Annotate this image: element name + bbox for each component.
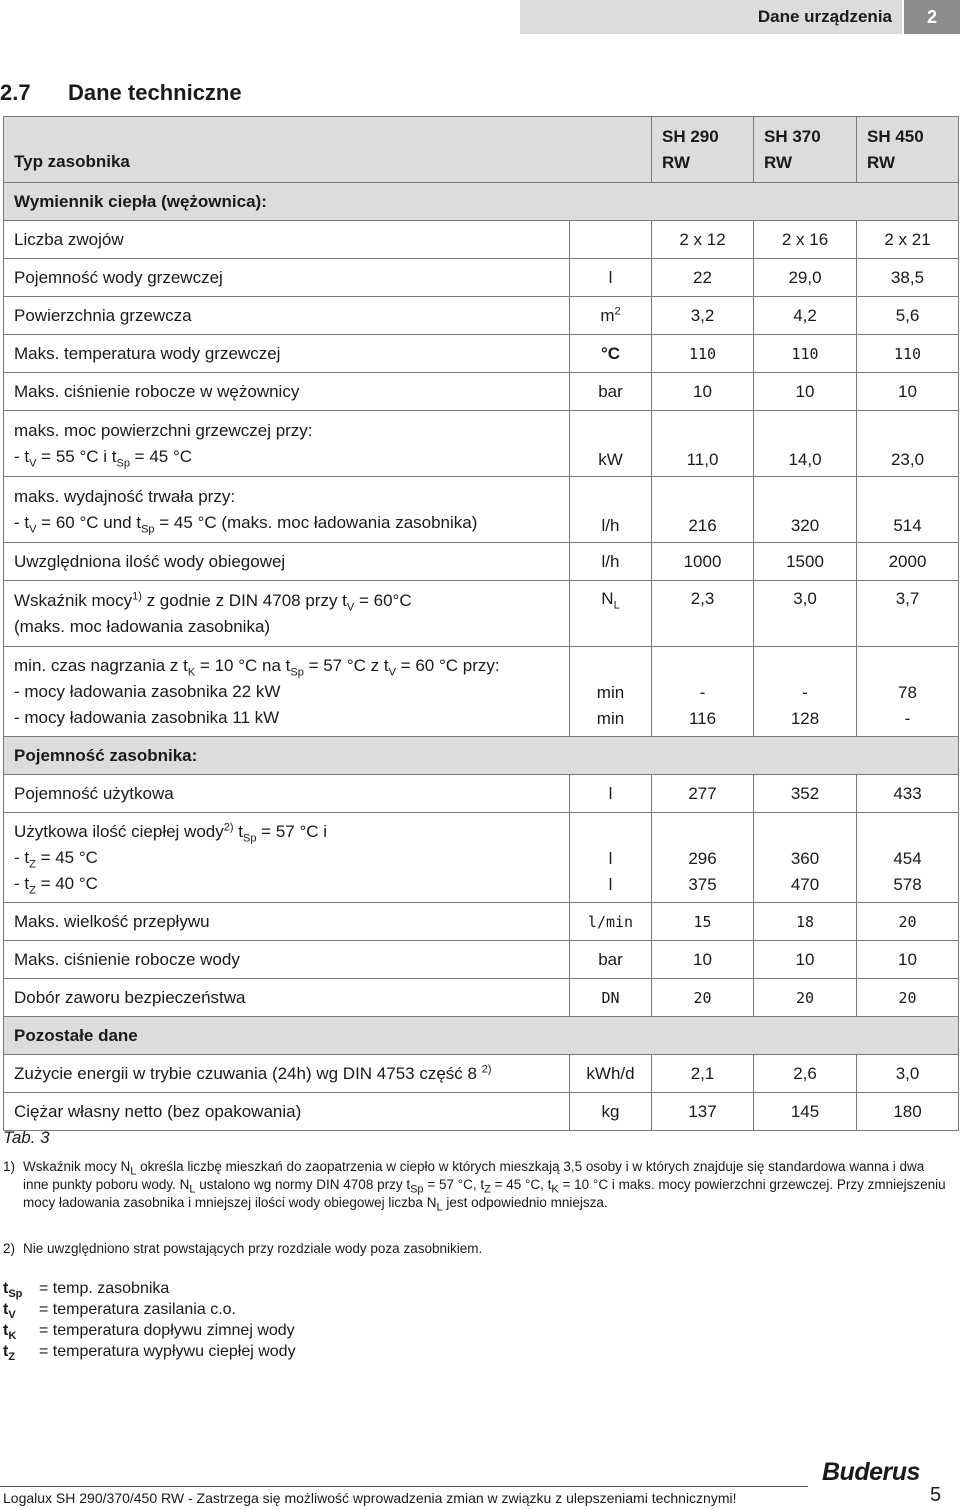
cell-value: 2 x 12 — [652, 221, 754, 259]
section-number: 2.7 — [0, 80, 31, 105]
footnote-text: Wskaźnik mocy $N_L$ określa liczbę mieszkań do zaopatrzenia w ciepło w których mieszkają 3,5 osoby i w których znajduje się standardowa wanna i dwa inne punkty poboru wody. $N_L$ ustalono wg normy DIN 4708 przy $t_{Sp} = 57$ °C, $t_Z = 45$ °C, $t_K = 10$ °C i maks. mocy powierzchni grzewczej. Przy zmniejszeniu mocy ładowania zasobnika i mniejszej ilości wody obiegowej liczba $N_L$ jest odpowiednio mniejsza. — [23, 1159, 946, 1214]
row-label: Liczba zwojów — [4, 221, 570, 259]
cell-value: 5,6 — [857, 297, 959, 335]
legend-text: = temperatura dopływu zimnej wody — [39, 1322, 295, 1339]
unit-text: m — [600, 305, 615, 325]
row-label: Maks. ciśnienie robocze w wężownicy — [4, 373, 570, 411]
label-line: Użytkowa ilość ciepłej wody$^{2)}$ $t_{Sp} = 57$ °C i — [14, 820, 328, 844]
footnote-1 — [3, 1158, 953, 1212]
group-storage-capacity: Pojemność zasobnika: — [4, 737, 959, 775]
table-row — [4, 775, 959, 813]
cell-value: 38,5 — [857, 259, 959, 297]
table-header-row — [4, 117, 959, 183]
label-line: maks. moc powierzchni grzewczej przy: — [14, 420, 313, 440]
row-unit: $N_L$ — [570, 581, 652, 647]
row-label: Uwzględniona ilość wody obiegowej — [4, 543, 570, 581]
table-row — [4, 477, 959, 543]
legend-symbol: $t_V$ — [3, 1301, 16, 1322]
table-row — [4, 297, 959, 335]
cell-value: 10 — [857, 373, 959, 411]
cell-value: 14,0 — [754, 411, 857, 477]
row-unit: bar — [570, 373, 652, 411]
cell-value: 22 — [652, 259, 754, 297]
group-other-data: Pozostałe dane — [4, 1017, 959, 1055]
cell-value: - 128 — [754, 647, 857, 737]
cell-value: 2,3 — [652, 581, 754, 647]
group-heat-exchanger: Wymiennik ciepła (wężownica): — [4, 183, 959, 221]
cell-value: 15 — [652, 903, 754, 941]
table-row — [4, 221, 959, 259]
cell-value: 2000 — [857, 543, 959, 581]
cell-value: 10 — [652, 941, 754, 979]
section-heading: Dane techniczne — [68, 80, 242, 105]
cell-value: 2,6 — [754, 1055, 857, 1093]
table-row — [4, 903, 959, 941]
buderus-logo: Buderus — [822, 1458, 920, 1486]
group-row — [4, 183, 959, 221]
page-number: 5 — [930, 1484, 942, 1506]
cell-value: 110 — [652, 335, 754, 373]
cell-value: 514 — [857, 477, 959, 543]
table-row — [4, 411, 959, 477]
cell-value: 23,0 — [857, 411, 959, 477]
row-unit: °C — [570, 335, 652, 373]
row-unit: kWh/d — [570, 1055, 652, 1093]
row-label: Pojemność wody grzewczej — [4, 259, 570, 297]
cell-value: 3,0 — [857, 1055, 959, 1093]
label-line: - $t_V = 60$ °C und $t_{Sp} = 45$ °C (maks. moc ładowania zasobnika) — [14, 512, 478, 535]
footnote-number: 2) — [3, 1241, 16, 1256]
cell-value: 29,0 — [754, 259, 857, 297]
row-unit: l — [570, 259, 652, 297]
table-row — [4, 373, 959, 411]
table-row — [4, 647, 959, 737]
row-label — [4, 477, 570, 543]
cell-value: 4,2 — [754, 297, 857, 335]
legend-symbol: $t_{Sp}$ — [3, 1280, 23, 1301]
cell-value: 20 — [652, 979, 754, 1017]
cell-value: - 116 — [652, 647, 754, 737]
cell-value: 180 — [857, 1093, 959, 1131]
label-line: - $t_V = 55$ °C i $t_{Sp} = 45$ °C — [14, 446, 193, 469]
header-type-label: Typ zasobnika — [4, 117, 652, 183]
row-unit: DN — [570, 979, 652, 1017]
cell-value: 2 x 21 — [857, 221, 959, 259]
cell-value: 2,1 — [652, 1055, 754, 1093]
row-unit: l l — [570, 813, 652, 903]
cell-value: 20 — [754, 979, 857, 1017]
group-row — [4, 1017, 959, 1055]
label-line: Wskaźnik mocy$^{1)}$ z godnie z DIN 4708 przy $t_V = 60^\circ C$ — [14, 589, 412, 613]
cell-value: 2 x 16 — [754, 221, 857, 259]
cell-value: 433 — [857, 775, 959, 813]
header-col-sh450: SH 450 RW — [857, 117, 959, 183]
header-title: Dane urządzenia — [757, 7, 892, 26]
cell-value: 10 — [652, 373, 754, 411]
row-unit — [570, 221, 652, 259]
cell-value: 3,0 — [754, 581, 857, 647]
row-label — [4, 813, 570, 903]
cell-value: 18 — [754, 903, 857, 941]
table-row — [4, 543, 959, 581]
cell-value: 10 — [754, 941, 857, 979]
row-label: Pojemność użytkowa — [4, 775, 570, 813]
row-unit: kg — [570, 1093, 652, 1131]
header-col-sh290: SH 290 RW — [652, 117, 754, 183]
cell-value: 352 — [754, 775, 857, 813]
cell-value: 110 — [857, 335, 959, 373]
row-label: Powierzchnia grzewcza — [4, 297, 570, 335]
label-line: min. czas nagrzania z $t_K = 10$ °C na $t_{Sp} = 57$ °C z $t_V = 60$ °C przy: — [14, 655, 500, 678]
cell-value: 110 — [754, 335, 857, 373]
footnote-text: Nie uwzględniono strat powstających przy rozdziale wody poza zasobnikiem. — [23, 1241, 483, 1256]
row-label — [4, 411, 570, 477]
row-label: Ciężar własny netto (bez opakowania) — [4, 1093, 570, 1131]
cell-value: 137 — [652, 1093, 754, 1131]
footnote-2 — [3, 1240, 953, 1258]
table-row — [4, 581, 959, 647]
row-unit: l/min — [570, 903, 652, 941]
legend-text: = temperatura wypływu ciepłej wody — [39, 1343, 296, 1360]
legend-text: = temperatura zasilania c.o. — [39, 1301, 236, 1318]
row-unit — [570, 297, 652, 335]
cell-value: 11,0 — [652, 411, 754, 477]
table-row — [4, 813, 959, 903]
table-row — [4, 259, 959, 297]
cell-value: 1500 — [754, 543, 857, 581]
group-row — [4, 737, 959, 775]
label-line: maks. wydajność trwała przy: — [14, 486, 236, 506]
label-line: - mocy ładowania zasobnika 11 kW — [14, 707, 280, 727]
cell-value: 454 578 — [857, 813, 959, 903]
row-label: Maks. wielkość przepływu — [4, 903, 570, 941]
row-label: Maks. temperatura wody grzewczej — [4, 335, 570, 373]
footnote-number: 1) — [3, 1159, 16, 1174]
row-label: Maks. ciśnienie robocze wody — [4, 941, 570, 979]
table-row — [4, 941, 959, 979]
footer-text: Logalux SH 290/370/450 RW - Zastrzega się możliwość wprowadzenia zmian w związku z ulepszeniami technicznymi! — [3, 1490, 737, 1506]
chapter-number: 2 — [904, 0, 960, 34]
cell-value: 20 — [857, 979, 959, 1017]
cell-value: 320 — [754, 477, 857, 543]
header-col-sh370: SH 370 RW — [754, 117, 857, 183]
table-row — [4, 335, 959, 373]
cell-value: 296 375 — [652, 813, 754, 903]
cell-value: 10 — [754, 373, 857, 411]
footer-divider — [0, 1486, 808, 1487]
row-unit: l/h — [570, 543, 652, 581]
table-caption: Tab. 3 — [3, 1128, 50, 1147]
row-unit: kW — [570, 411, 652, 477]
table-row — [4, 1093, 959, 1131]
cell-value: 277 — [652, 775, 754, 813]
label-line: - $t_Z = 45$ °C — [14, 847, 98, 870]
label-line: - $t_Z = 40$ °C — [14, 873, 98, 896]
label-line: - mocy ładowania zasobnika 22 kW — [14, 681, 281, 701]
table-row — [4, 979, 959, 1017]
legend-text: = temp. zasobnika — [39, 1280, 170, 1297]
table-row — [4, 1055, 959, 1093]
row-label: Dobór zaworu bezpieczeństwa — [4, 979, 570, 1017]
row-unit: min min — [570, 647, 652, 737]
row-label — [4, 647, 570, 737]
row-unit: bar — [570, 941, 652, 979]
legend-symbol: $t_Z$ — [3, 1343, 16, 1364]
cell-value: 10 — [857, 941, 959, 979]
cell-value: 1000 — [652, 543, 754, 581]
legend-symbol: $t_K$ — [3, 1322, 17, 1343]
cell-value: 3,2 — [652, 297, 754, 335]
row-unit: l — [570, 775, 652, 813]
cell-value: 3,7 — [857, 581, 959, 647]
cell-value: 145 — [754, 1093, 857, 1131]
technical-data-table — [3, 116, 959, 1131]
row-label: Zużycie energii w trybie czuwania (24h) wg DIN 4753 część 8 $^{2)}$ — [4, 1055, 570, 1093]
page-header — [0, 0, 960, 34]
cell-value: 78 - — [857, 647, 959, 737]
row-label — [4, 581, 570, 647]
cell-value: 216 — [652, 477, 754, 543]
label-line: (maks. moc ładowania zasobnika) — [14, 616, 271, 636]
cell-value: 20 — [857, 903, 959, 941]
row-unit: l/h — [570, 477, 652, 543]
cell-value: 360 470 — [754, 813, 857, 903]
unit-exponent: 2 — [614, 304, 621, 317]
